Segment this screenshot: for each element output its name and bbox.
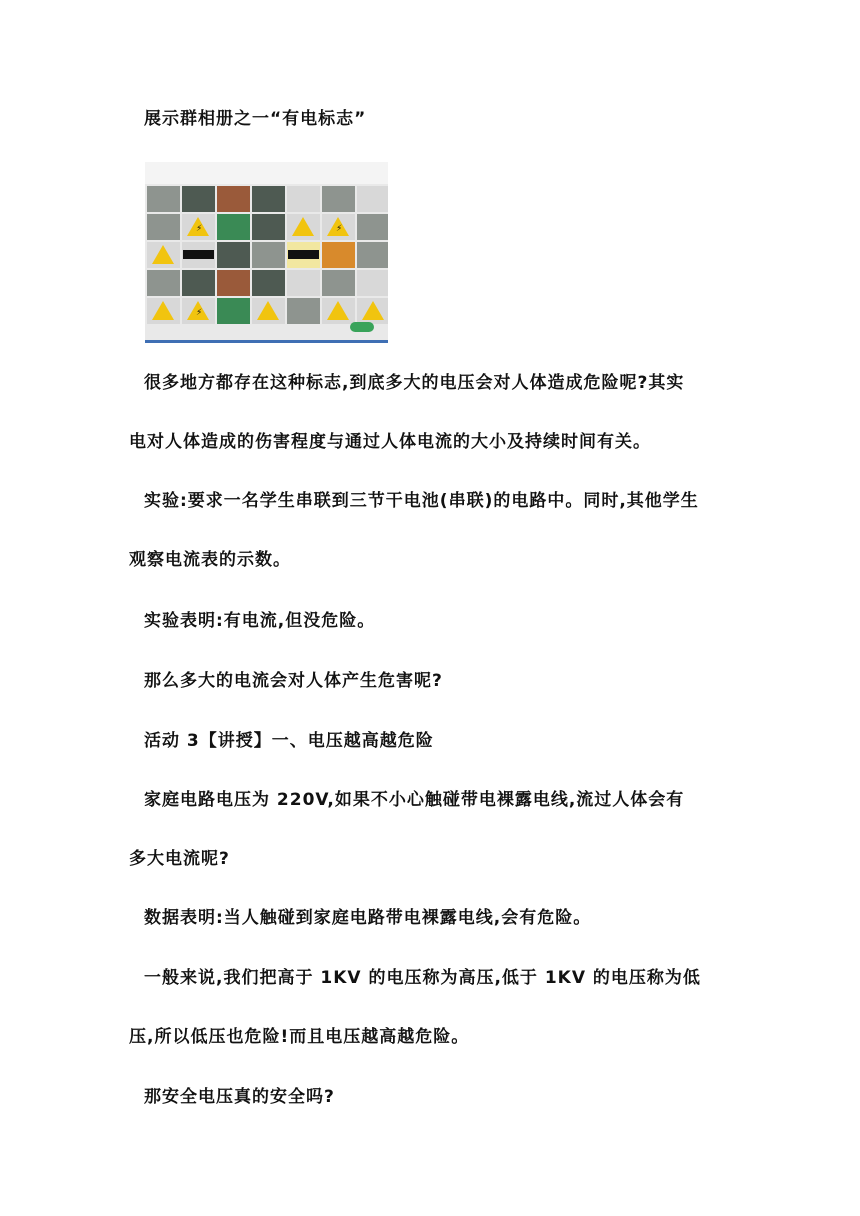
paragraph-6: 数据表明:当人触碰到家庭电路带电裸露电线,会有危险。 [144, 908, 592, 928]
danger-sign-photo [182, 242, 215, 268]
warning-triangle-icon [152, 245, 174, 264]
album-photo [357, 186, 388, 212]
album-photo [182, 186, 215, 212]
warning-sign-photo [357, 298, 388, 324]
album-photo [252, 270, 285, 296]
album-photo [147, 270, 180, 296]
album-photo [217, 270, 250, 296]
warning-triangle-icon [257, 301, 279, 320]
paragraph-3: 实验表明:有电流,但没危险。 [144, 611, 376, 631]
album-photo [217, 186, 250, 212]
album-photo [252, 242, 285, 268]
warning-triangle-icon [152, 301, 174, 320]
warning-sign-photo [287, 214, 320, 240]
album-photo [182, 270, 215, 296]
album-photo [217, 298, 250, 324]
warning-triangle-icon [362, 301, 384, 320]
album-photo [322, 270, 355, 296]
warning-triangle-icon [292, 217, 314, 236]
album-photo [357, 214, 388, 240]
album-photo [252, 186, 285, 212]
paragraph-5: 家庭电路电压为 220V,如果不小心触碰带电裸露电线,流过人体会有 多大电流呢? [129, 790, 685, 869]
paragraph-4: 那么多大的电流会对人体产生危害呢? [144, 671, 443, 691]
toggle-switch [350, 322, 374, 332]
warning-sign-photo [182, 298, 215, 324]
warning-sign-photo [322, 214, 355, 240]
album-photo [147, 186, 180, 212]
album-photo [287, 270, 320, 296]
paragraph-1: 很多地方都存在这种标志,到底多大的电压会对人体造成危险呢?其实 电对人体造成的伤害程度与通过人体电流的大小及持续时间有关。 [129, 373, 685, 452]
album-photo [252, 214, 285, 240]
album-photo [217, 242, 250, 268]
lightning-icon: ⚡ [196, 308, 203, 318]
album-photo [287, 186, 320, 212]
lightning-icon: ⚡ [336, 224, 343, 234]
paragraph-7: 一般来说,我们把高于 1KV 的电压称为高压,低于 1KV 的电压称为低 压,所以低压也危险!而且电压越高越危险。 [129, 968, 701, 1047]
warning-sign-photo [182, 214, 215, 240]
caption-album: 展示群相册之一“有电标志” [144, 109, 367, 129]
album-grid [147, 186, 388, 324]
warning-sign-photo [322, 298, 355, 324]
album-photo [147, 214, 180, 240]
section-heading: 活动 3【讲授】一、电压越高越危险 [144, 731, 434, 751]
album-photo [217, 214, 250, 240]
album-photo [287, 298, 320, 324]
paragraph-2: 实验:要求一名学生串联到三节干电池(串联)的电路中。同时,其他学生 观察电流表的示数。 [129, 491, 699, 570]
warning-triangle-icon [327, 301, 349, 320]
album-photo [322, 242, 355, 268]
danger-banner [183, 250, 214, 259]
warning-signs-album-screenshot [145, 162, 388, 343]
danger-sign-photo [287, 242, 320, 268]
album-photo [357, 270, 388, 296]
paragraph-8: 那安全电压真的安全吗? [144, 1087, 335, 1107]
album-toolbar [145, 162, 388, 184]
warning-sign-photo [147, 298, 180, 324]
lightning-icon: ⚡ [196, 224, 203, 234]
album-photo [322, 186, 355, 212]
warning-sign-photo [252, 298, 285, 324]
album-photo [357, 242, 388, 268]
warning-sign-photo [147, 242, 180, 268]
danger-banner [288, 250, 319, 259]
